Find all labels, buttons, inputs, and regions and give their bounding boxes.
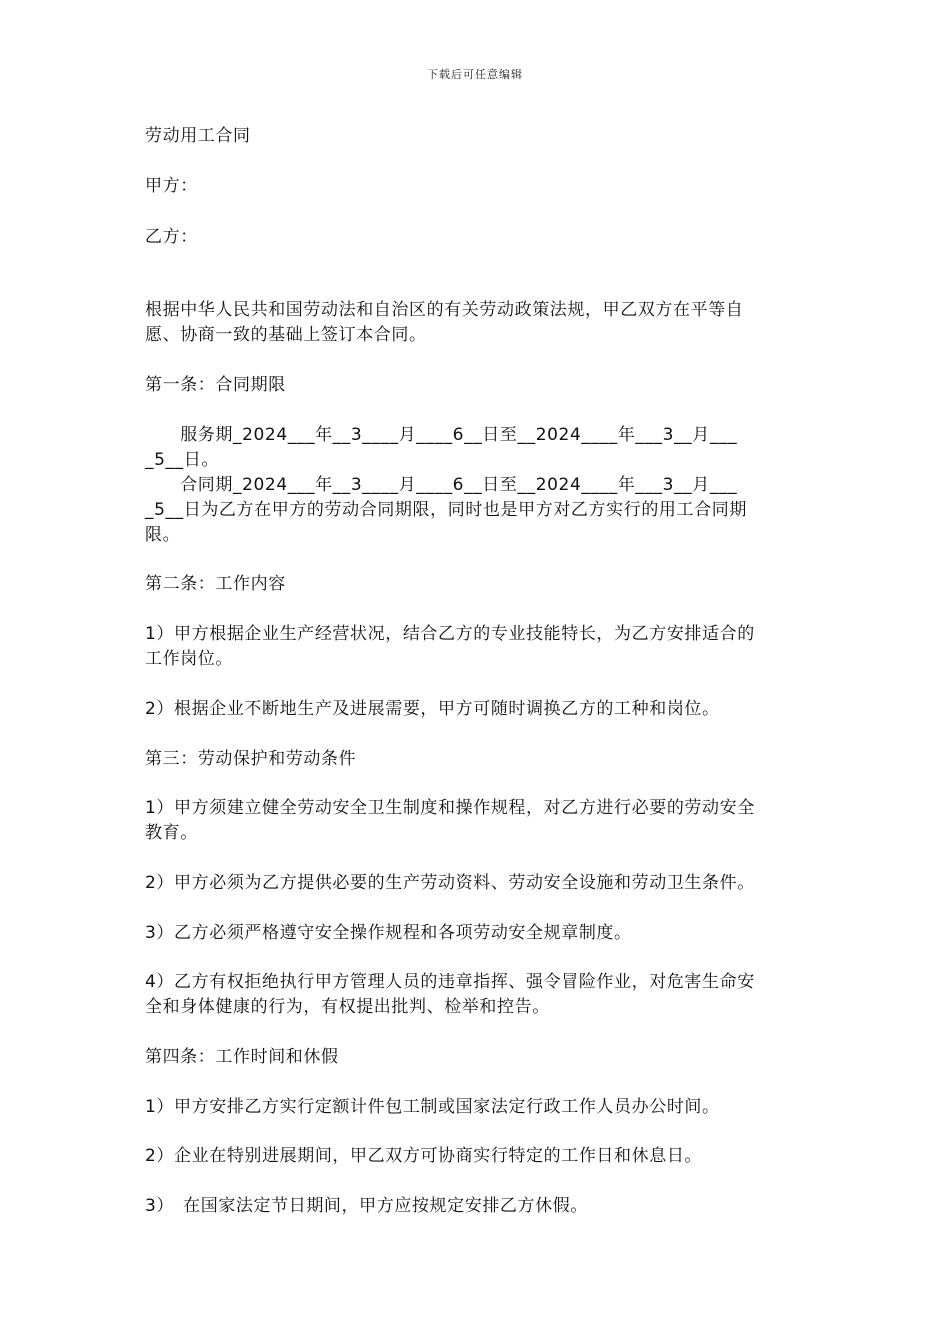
- article-3-item-4-line-1: 4）乙方有权拒绝执行甲方管理人员的违章指挥、强令冒险作业，对危害生命安: [145, 972, 755, 992]
- article-2-item-2: 2）根据企业不断地生产及进展需要，甲方可随时调换乙方的工种和岗位。: [145, 699, 720, 719]
- article-3-item-2: 2）甲方必须为乙方提供必要的生产劳动资料、劳动安全设施和劳动卫生条件。: [145, 873, 755, 893]
- article-3-item-3: 3）乙方必须严格遵守安全操作规程和各项劳动安全规章制度。: [145, 923, 632, 943]
- party-b-label: 乙方：: [145, 227, 198, 247]
- article-4-item-1: 1）甲方安排乙方实行定额计件包工制或国家法定行政工作人员办公时间。: [145, 1097, 720, 1117]
- preamble-line-1: 根据中华人民共和国劳动法和自治区的有关劳动政策法规，甲乙双方在平等自: [145, 300, 744, 320]
- article-3-item-4-line-2: 全和身体健康的行为，有权提出批判、检举和控告。: [145, 997, 550, 1017]
- article-4-heading: 第四条：工作时间和休假: [145, 1047, 339, 1067]
- article-4-item-2: 2）企业在特别进展期间，甲乙双方可协商实行特定的工作日和休息日。: [145, 1146, 703, 1166]
- party-a-label: 甲方：: [145, 176, 198, 196]
- document-title: 劳动用工合同: [145, 126, 251, 146]
- article-4-item-3: 3） 在国家法定节日期间，甲方应按规定安排乙方休假。: [145, 1196, 588, 1216]
- service-period-line-1: 服务期_2024___年__3____月____6__日至__2024____年___3__月___: [145, 425, 738, 445]
- article-2-item-1-line-1: 1）甲方根据企业生产经营状况，结合乙方的专业技能特长，为乙方安排适合的: [145, 624, 755, 644]
- service-period-line-2: _5__日。: [145, 450, 219, 470]
- article-3-item-1-line-2: 教育。: [145, 823, 198, 843]
- article-3-heading: 第三：劳动保护和劳动条件: [145, 749, 357, 769]
- article-2-heading: 第二条：工作内容: [145, 574, 286, 594]
- article-1-heading: 第一条：合同期限: [145, 375, 286, 395]
- contract-period-line-2: _5__日为乙方在甲方的劳动合同期限，同时也是甲方对乙方实行的用工合同期: [145, 500, 747, 520]
- article-3-item-1-line-1: 1）甲方须建立健全劳动安全卫生制度和操作规程，对乙方进行必要的劳动安全: [145, 798, 755, 818]
- contract-period-line-1: 合同期_2024___年__3____月____6__日至__2024____年___3__月___: [145, 475, 738, 495]
- preamble-line-2: 愿、协商一致的基础上签订本合同。: [145, 325, 427, 345]
- contract-period-line-3: 限。: [145, 525, 181, 545]
- page-header-note: 下载后可任意编辑: [427, 68, 523, 81]
- article-2-item-1-line-2: 工作岗位。: [145, 649, 233, 669]
